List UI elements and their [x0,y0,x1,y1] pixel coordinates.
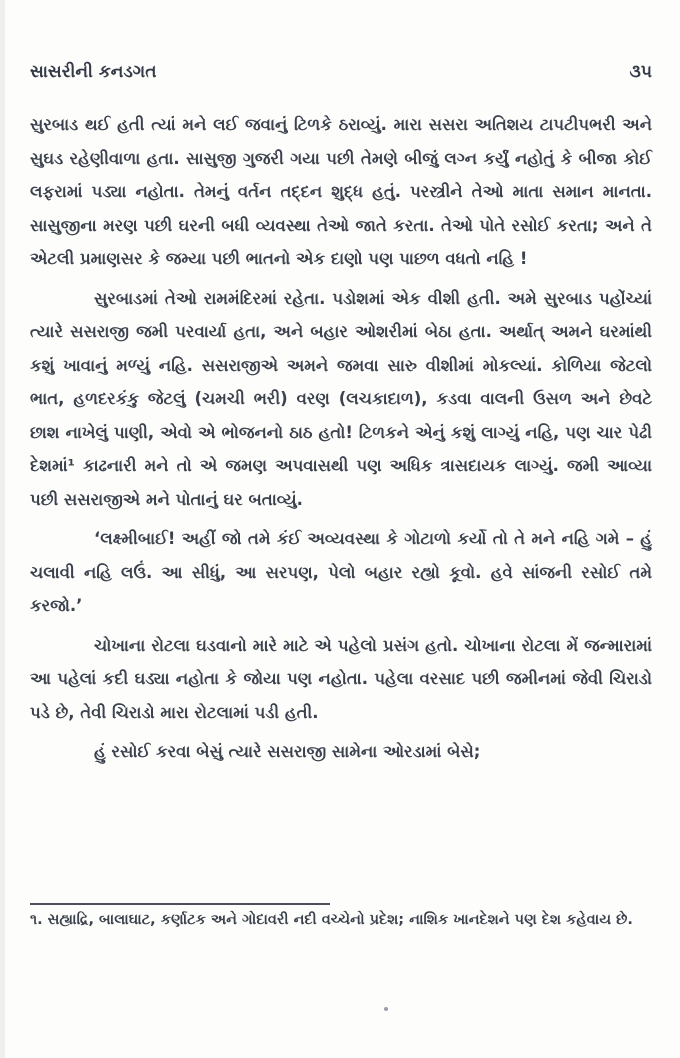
paragraph-surbad: સુરબાડમાં તેઓ રામમંદિરમાં રહેતા. પડોશમાં એક વીશી હતી. અમે સુરબાડ પહોંચ્યાં ત્યારે સસરાજી જમી પરવાર્યા હતા, અને બહાર ઓશરીમાં બેઠા હતા. અર્થાત્ અમને ઘરમાંથી કશું ખાવાનું મળ્યું નહિ. સસરાજીએ અમને જમવા સારુ વીશીમાં મોકલ્યાં. કોળિયા જેટલો ભાત, હળદરકંકુ જેટલું (ચમચી ભરી) વરણ (લચકાદાળ), કડવા વાલની ઉસળ અને છેવટે છાશ નાખેલું પાણી, એવો એ ભોજનનો ઠાઠ હતો! ટિળકને એનું કશું લાગ્યું નહિ, પણ ચાર પેઢી દેશમાં¹ કાઢનારી મને તો એ જમણ અપવાસથી પણ અધિક ત્રાસદાયક લાગ્યું. જમી આવ્યા પછી સસરાજીએ મને પોતાનું ઘર બતાવ્યું. [30,288,652,509]
page-edge-shadow [0,0,5,1058]
footnote-text: ૧. સહ્યાદ્રિ, બાલાઘાટ, કર્ણાટક અને ગોદાવરી નદી વચ્ચેનો પ્રદેશ; નાશિક ખાનદેશને પણ દેશ કહેવાય છે. [30,912,633,928]
body-text [30,108,652,775]
footnote [30,908,652,932]
page-number: ૩૫ [629,62,652,82]
footnote-separator [30,903,330,905]
running-head: સાસરીની કનડગત [30,62,157,82]
paper-speck [384,1007,388,1011]
paragraph-last: હું રસોઈ કરવા બેસું ત્યારે સસરાજી સામેના ઓરડામાં બેસે; [94,742,481,761]
page-header [30,62,652,82]
paragraph-rotla: ચોખાના રોટલા ઘડવાનો મારે માટે એ પહેલો પ્રસંગ હતો. ચોખાના રોટલા મેં જન્મારામાં આ પહેલાં કદી ઘડ્યા નહોતા કે જોયા પણ નહોતા. પહેલા વરસાદ પછી જમીનમાં જેવી ચિરાડો પડે છે, તેવી ચિરાડો મારા રોટલામાં પડી હતી. [30,635,652,722]
paragraph-continued: સુરબાડ થઈ હતી ત્યાં મને લઈ જવાનું ટિળકે ઠરાવ્યું. મારા સસરા અતિશય ટાપટીપભરી અને સુઘડ રહેણીવાળા હતા. સાસુજી ગુજરી ગયા પછી તેમણે બીજું લગ્ન કર્યું નહોતું કે બીજા કોઈ લફરામાં પડ્યા નહોતા. તેમનું વર્તન તદ્દન શુદ્ધ હતું. પરસ્ત્રીને તેઓ માતા સમાન માનતા. સાસુજીના મરણ પછી ઘરની બધી વ્યવસ્થા તેઓ જાતે કરતા. તેઓ પોતે રસોઈ કરતા; અને તે એટલી પ્રમાણસર કે જમ્યા પછી ભાતનો એક દાણો પણ પાછળ વધતો નહિ ! [30,115,652,268]
paragraph-quote: ‘લક્ષ્મીબાઈ! અહીં જો તમે કંઈ અવ્યવસ્થા કે ગોટાળો કર્યો તો તે મને નહિ ગમે – હું ચલાવી નહિ લઉં. આ સીધું, આ સરપણ, પેલો બહાર રહ્યો કૂવો. હવે સાંજની રસોઈ તમે કરજો.’ [30,529,652,615]
